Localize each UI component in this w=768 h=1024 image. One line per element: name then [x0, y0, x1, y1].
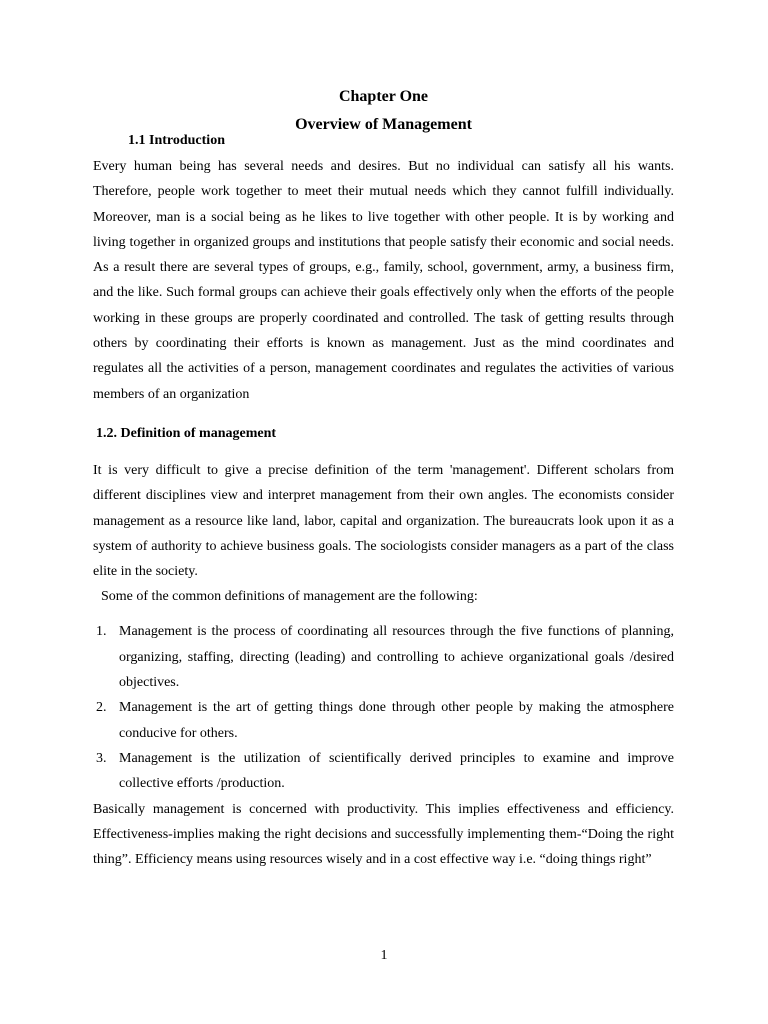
- definition-text: Management is the art of getting things done through other people by making the atmosphere conducive for others.: [119, 700, 674, 741]
- document-page: [93, 86, 674, 872]
- definition-item: [93, 619, 674, 695]
- definition-item: [93, 746, 674, 797]
- definition-heading: 1.2. Definition of management: [96, 425, 277, 441]
- introduction-heading: 1.1 Introduction: [128, 133, 225, 148]
- definition-number: 3.: [96, 750, 107, 766]
- definition-item: [93, 695, 674, 746]
- definitions-lead: Some of the common definitions of management are the following:: [101, 589, 478, 605]
- definitions-list: [93, 619, 674, 796]
- introduction-paragraph: Every human being has several needs and desires. But no individual can satisfy all his wants. Therefore, people work together to meet their mutual needs which they cannot fulfill individually. Moreover, man is a social being as he likes to live together with other people. It is by working and living together in organized groups and institutions that people satisfy their economic and social needs. As a result there are several types of groups, e.g., family, school, government, army, a business firm, and the like. Such formal groups can achieve their goals effectively only when the efforts of the people working in these groups are properly coordinated and controlled. The task of getting results through others by coordinating their efforts is known as management. Just as the mind coordinates and regulates all the activities of a person, management coordinates and regulates the activities of various members of an organization: [93, 159, 674, 402]
- page-number: 1: [380, 948, 388, 963]
- chapter-subtitle: Overview of Management: [295, 116, 472, 133]
- chapter-title: Chapter One: [338, 88, 429, 105]
- definition-text: Management is the process of coordinating all resources through the five functions of planning, organizing, staffing, directing (leading) and controlling to achieve organizational goals /desired objectives.: [119, 624, 674, 691]
- definition-number: 2.: [96, 700, 107, 716]
- closing-paragraph: Basically management is concerned with productivity. This implies effectiveness and efficiency. Effectiveness-implies making the right decisions and successfully implementing them-“Doing the right thing”. Efficiency means using resources wisely and in a cost effective way i.e. “doing things right”: [93, 801, 674, 868]
- definition-number: 1.: [96, 624, 107, 640]
- definition-paragraph: It is very difficult to give a precise definition of the term 'management'. Different scholars from different disciplines view and interpret management from their own angles. The economists consider management as a resource like land, labor, capital and organization. The bureaucrats look upon it as a system of authority to achieve business goals. The sociologists consider managers as a part of the class elite in the society.: [93, 462, 674, 580]
- definition-text: Management is the utilization of scientifically derived principles to examine and improve collective efforts /production.: [119, 750, 674, 792]
